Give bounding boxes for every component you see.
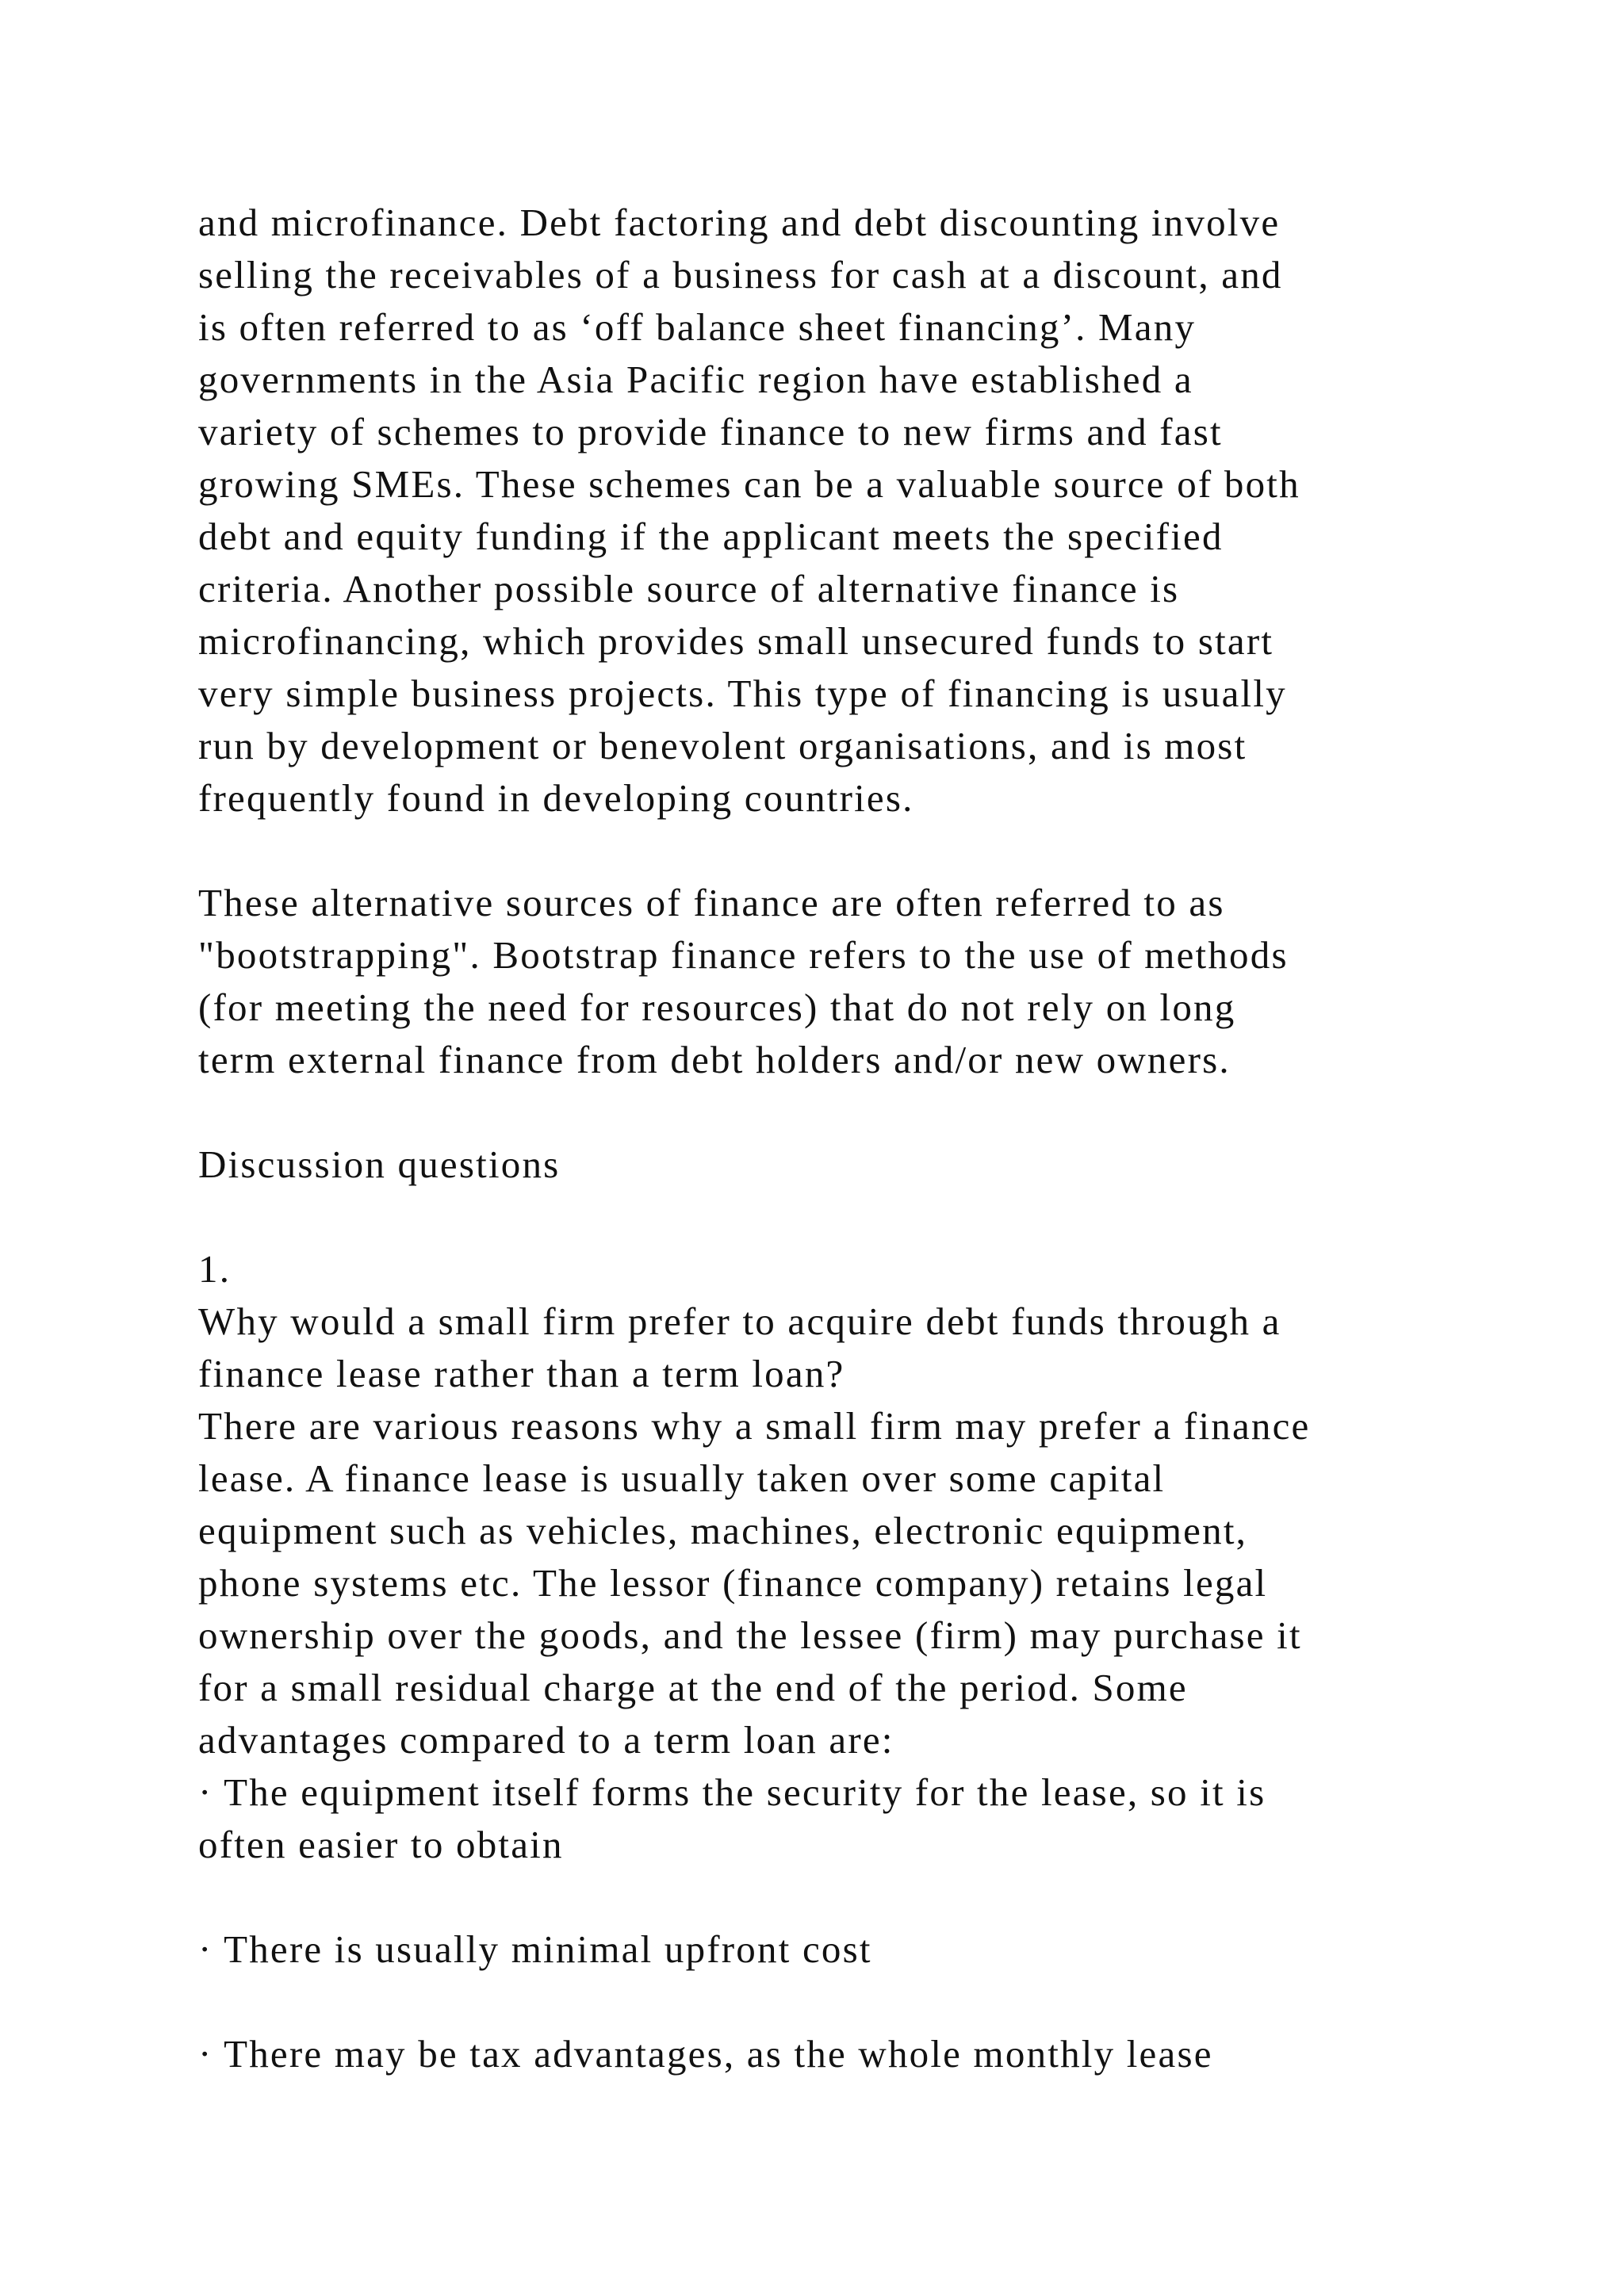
bullet-item-tax-advantages: [198, 2028, 1499, 2080]
answer-text-line: advantages compared to a term loan are:: [198, 1718, 894, 1762]
bullet-text-line: often easier to obtain: [198, 1823, 564, 1866]
answer-text-line: for a small residual charge at the end of the period. Some: [198, 1666, 1188, 1709]
text-line: frequently found in developing countries.: [198, 776, 914, 820]
paragraph-spacer: [198, 1976, 1499, 2028]
text-line: These alternative sources of finance are often referred to as: [198, 881, 1225, 924]
answer-text-line: ownership over the goods, and the lessee (firm) may purchase it: [198, 1613, 1302, 1657]
text-line: growing SMEs. These schemes can be a valuable source of both: [198, 462, 1300, 506]
paragraph-spacer: [198, 825, 1499, 877]
paragraph-spacer: [198, 1191, 1499, 1243]
text-line: microfinancing, which provides small unsecured funds to start: [198, 619, 1274, 663]
bullet-item-security: [198, 1766, 1499, 1871]
paragraph-spacer: [198, 1086, 1499, 1138]
text-line: debt and equity funding if the applicant meets the specified: [198, 515, 1224, 558]
document-body: [198, 197, 1499, 2080]
bullet-text-line: · There is usually minimal upfront cost: [198, 1927, 872, 1971]
question-1: [198, 1243, 1499, 2080]
text-line: governments in the Asia Pacific region have established a: [198, 358, 1193, 401]
text-line: term external finance from debt holders and/or new owners.: [198, 1038, 1231, 1081]
answer-text-line: phone systems etc. The lessor (finance company) retains legal: [198, 1561, 1268, 1605]
question-text-line: Why would a small firm prefer to acquire debt funds through a: [198, 1299, 1281, 1343]
paragraph-spacer: [198, 1871, 1499, 1923]
section-heading: Discussion questions: [198, 1142, 561, 1186]
paragraph-alternative-finance: [198, 197, 1499, 825]
text-line: and microfinance. Debt factoring and debt discounting involve: [198, 201, 1281, 244]
answer-text-line: There are various reasons why a small firm may prefer a finance: [198, 1404, 1311, 1448]
question-text-line: finance lease rather than a term loan?: [198, 1352, 845, 1395]
question-number: 1.: [198, 1247, 232, 1291]
text-line: is often referred to as ‘off balance sheet financing’. Many: [198, 305, 1197, 349]
bullet-text-line: · There may be tax advantages, as the whole monthly lease: [198, 2032, 1213, 2076]
text-line: variety of schemes to provide finance to new firms and fast: [198, 410, 1223, 453]
bullet-text-line: · The equipment itself forms the security for the lease, so it is: [198, 1770, 1266, 1814]
answer-text-line: lease. A finance lease is usually taken over some capital: [198, 1456, 1166, 1500]
bullet-item-upfront-cost: [198, 1923, 1499, 1976]
text-line: very simple business projects. This type of financing is usually: [198, 672, 1287, 715]
text-line: selling the receivables of a business for cash at a discount, and: [198, 253, 1283, 297]
text-line: criteria. Another possible source of alternative finance is: [198, 567, 1180, 610]
answer-text-line: equipment such as vehicles, machines, electronic equipment,: [198, 1509, 1248, 1552]
text-line: (for meeting the need for resources) that do not rely on long: [198, 985, 1236, 1029]
text-line: "bootstrapping". Bootstrap finance refers to the use of methods: [198, 933, 1289, 977]
text-line: run by development or benevolent organisations, and is most: [198, 724, 1247, 767]
paragraph-bootstrapping: [198, 877, 1499, 1086]
